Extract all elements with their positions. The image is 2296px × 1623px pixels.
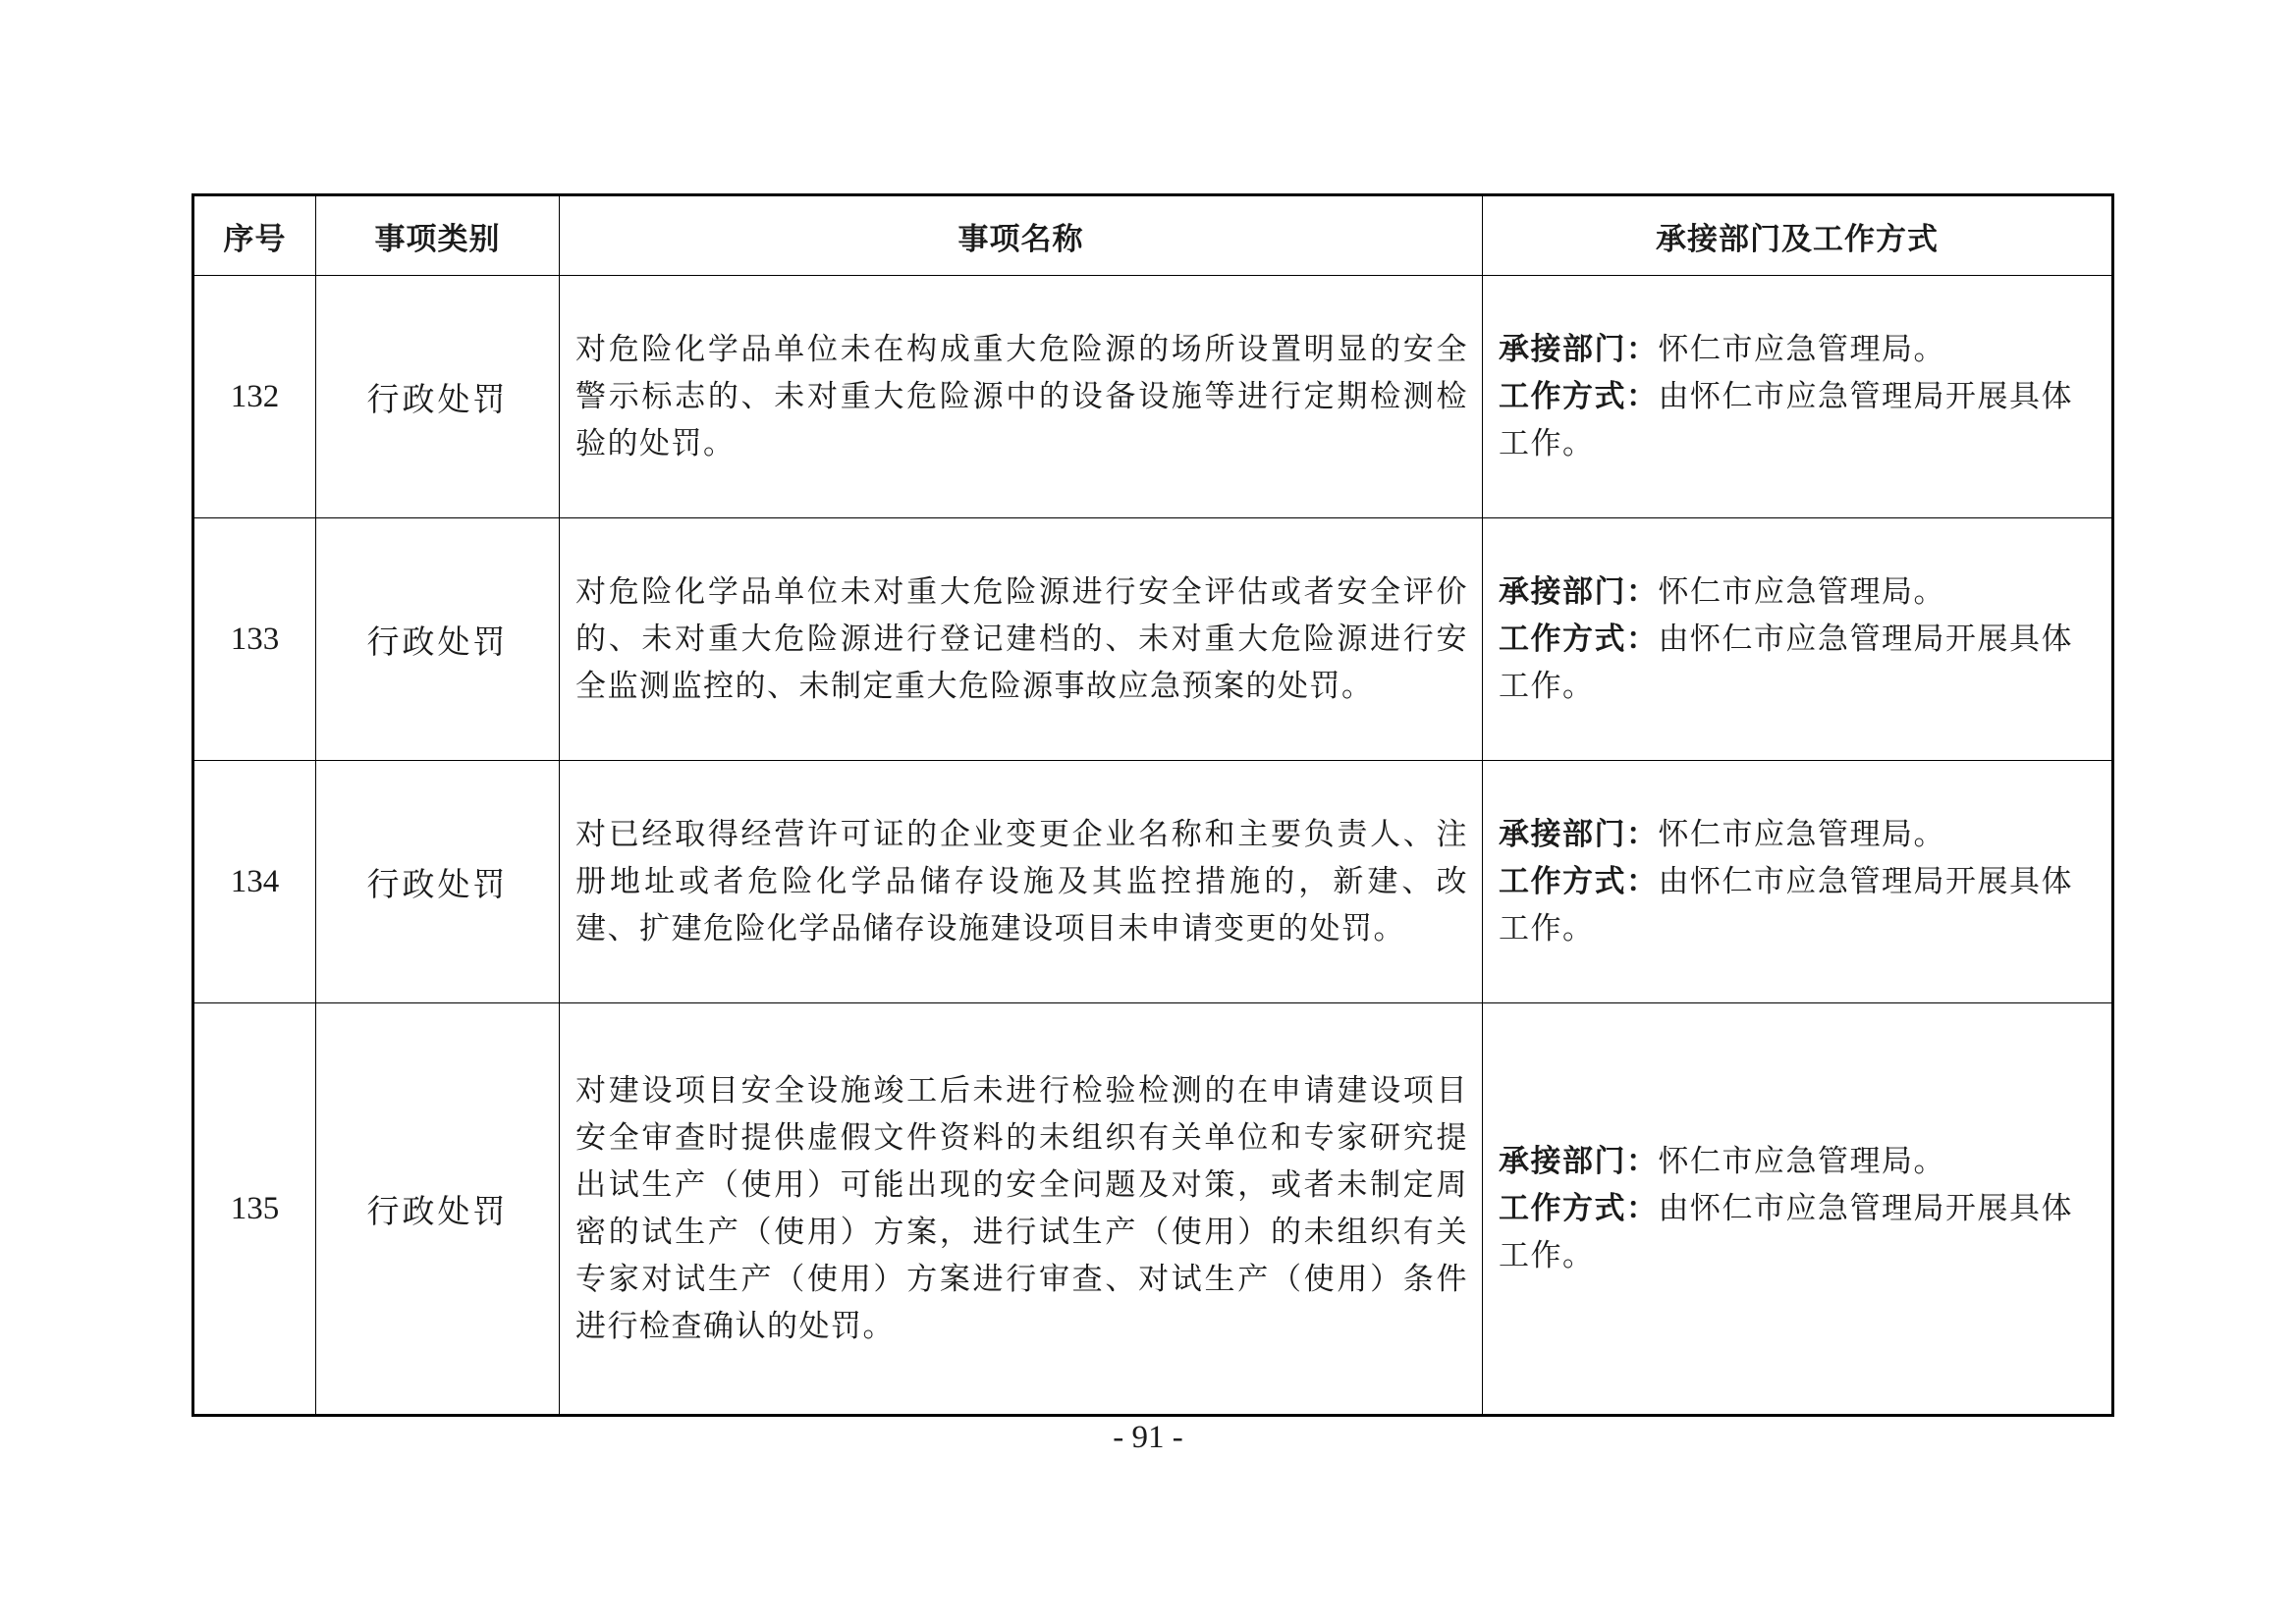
row-name: 对已经取得经营许可证的企业变更企业名称和主要负责人、注册地址或者危险化学品储存设施及其监控措施的，新建、改建、扩建危险化学品储存设施建设项目未申请变更的处罚。: [560, 761, 1483, 1003]
row-category: 行政处罚: [316, 1003, 560, 1416]
header-name: 事项名称: [560, 195, 1483, 276]
dept-label: 承接部门：: [1499, 817, 1659, 852]
table-row: [193, 761, 2113, 1003]
method-value: 由怀仁市应急管理局开展具体工作。: [1499, 379, 2073, 461]
row-category: 行政处罚: [316, 761, 560, 1003]
method-value: 由怀仁市应急管理局开展具体工作。: [1499, 864, 2073, 947]
method-value: 由怀仁市应急管理局开展具体工作。: [1499, 1191, 2073, 1273]
method-label: 工作方式：: [1499, 379, 1659, 414]
method-line: [1499, 858, 2100, 952]
dept-line: [1499, 568, 2100, 616]
row-seq: 133: [193, 518, 316, 761]
row-seq: 134: [193, 761, 316, 1003]
page-number: - 91 -: [1113, 1420, 1183, 1455]
dept-value: 怀仁市应急管理局。: [1658, 574, 1945, 610]
dept-line: [1499, 1138, 2100, 1185]
dept-value: 怀仁市应急管理局。: [1658, 817, 1945, 852]
method-label: 工作方式：: [1499, 864, 1659, 899]
table-body: [193, 276, 2113, 1416]
row-seq: 132: [193, 276, 316, 518]
header-dept: 承接部门及工作方式: [1483, 195, 2113, 276]
header-seq: 序号: [193, 195, 316, 276]
method-line: [1499, 373, 2100, 467]
row-dept: [1483, 518, 2113, 761]
dept-value: 怀仁市应急管理局。: [1658, 1144, 1945, 1179]
table-row: [193, 276, 2113, 518]
table-row: [193, 518, 2113, 761]
dept-value: 怀仁市应急管理局。: [1658, 332, 1945, 367]
header-category: 事项类别: [316, 195, 560, 276]
row-name: 对危险化学品单位未对重大危险源进行安全评估或者安全评价的、未对重大危险源进行登记建档的、未对重大危险源进行安全监测监控的、未制定重大危险源事故应急预案的处罚。: [560, 518, 1483, 761]
table-row: [193, 1003, 2113, 1416]
header-row: [193, 195, 2113, 276]
method-line: [1499, 1185, 2100, 1279]
row-dept: [1483, 1003, 2113, 1416]
row-dept: [1483, 276, 2113, 518]
dept-line: [1499, 326, 2100, 373]
row-dept: [1483, 761, 2113, 1003]
method-value: 由怀仁市应急管理局开展具体工作。: [1499, 622, 2073, 704]
method-label: 工作方式：: [1499, 1191, 1659, 1226]
row-category: 行政处罚: [316, 518, 560, 761]
dept-line: [1499, 811, 2100, 858]
row-category: 行政处罚: [316, 276, 560, 518]
dept-label: 承接部门：: [1499, 1144, 1659, 1179]
table-header: [193, 195, 2113, 276]
row-seq: 135: [193, 1003, 316, 1416]
method-label: 工作方式：: [1499, 622, 1659, 657]
row-name: 对危险化学品单位未在构成重大危险源的场所设置明显的安全警示标志的、未对重大危险源中的设备设施等进行定期检测检验的处罚。: [560, 276, 1483, 518]
dept-label: 承接部门：: [1499, 332, 1659, 367]
row-name: 对建设项目安全设施竣工后未进行检验检测的在申请建设项目安全审查时提供虚假文件资料的未组织有关单位和专家研究提出试生产（使用）可能出现的安全问题及对策，或者未制定周密的试生产（使用）方案，进行试生产（使用）的未组织有关专家对试生产（使用）方案进行审查、对试生产（使用）条件进行检查确认的处罚。: [560, 1003, 1483, 1416]
matters-table: [191, 193, 2114, 1417]
method-line: [1499, 616, 2100, 710]
dept-label: 承接部门：: [1499, 574, 1659, 610]
